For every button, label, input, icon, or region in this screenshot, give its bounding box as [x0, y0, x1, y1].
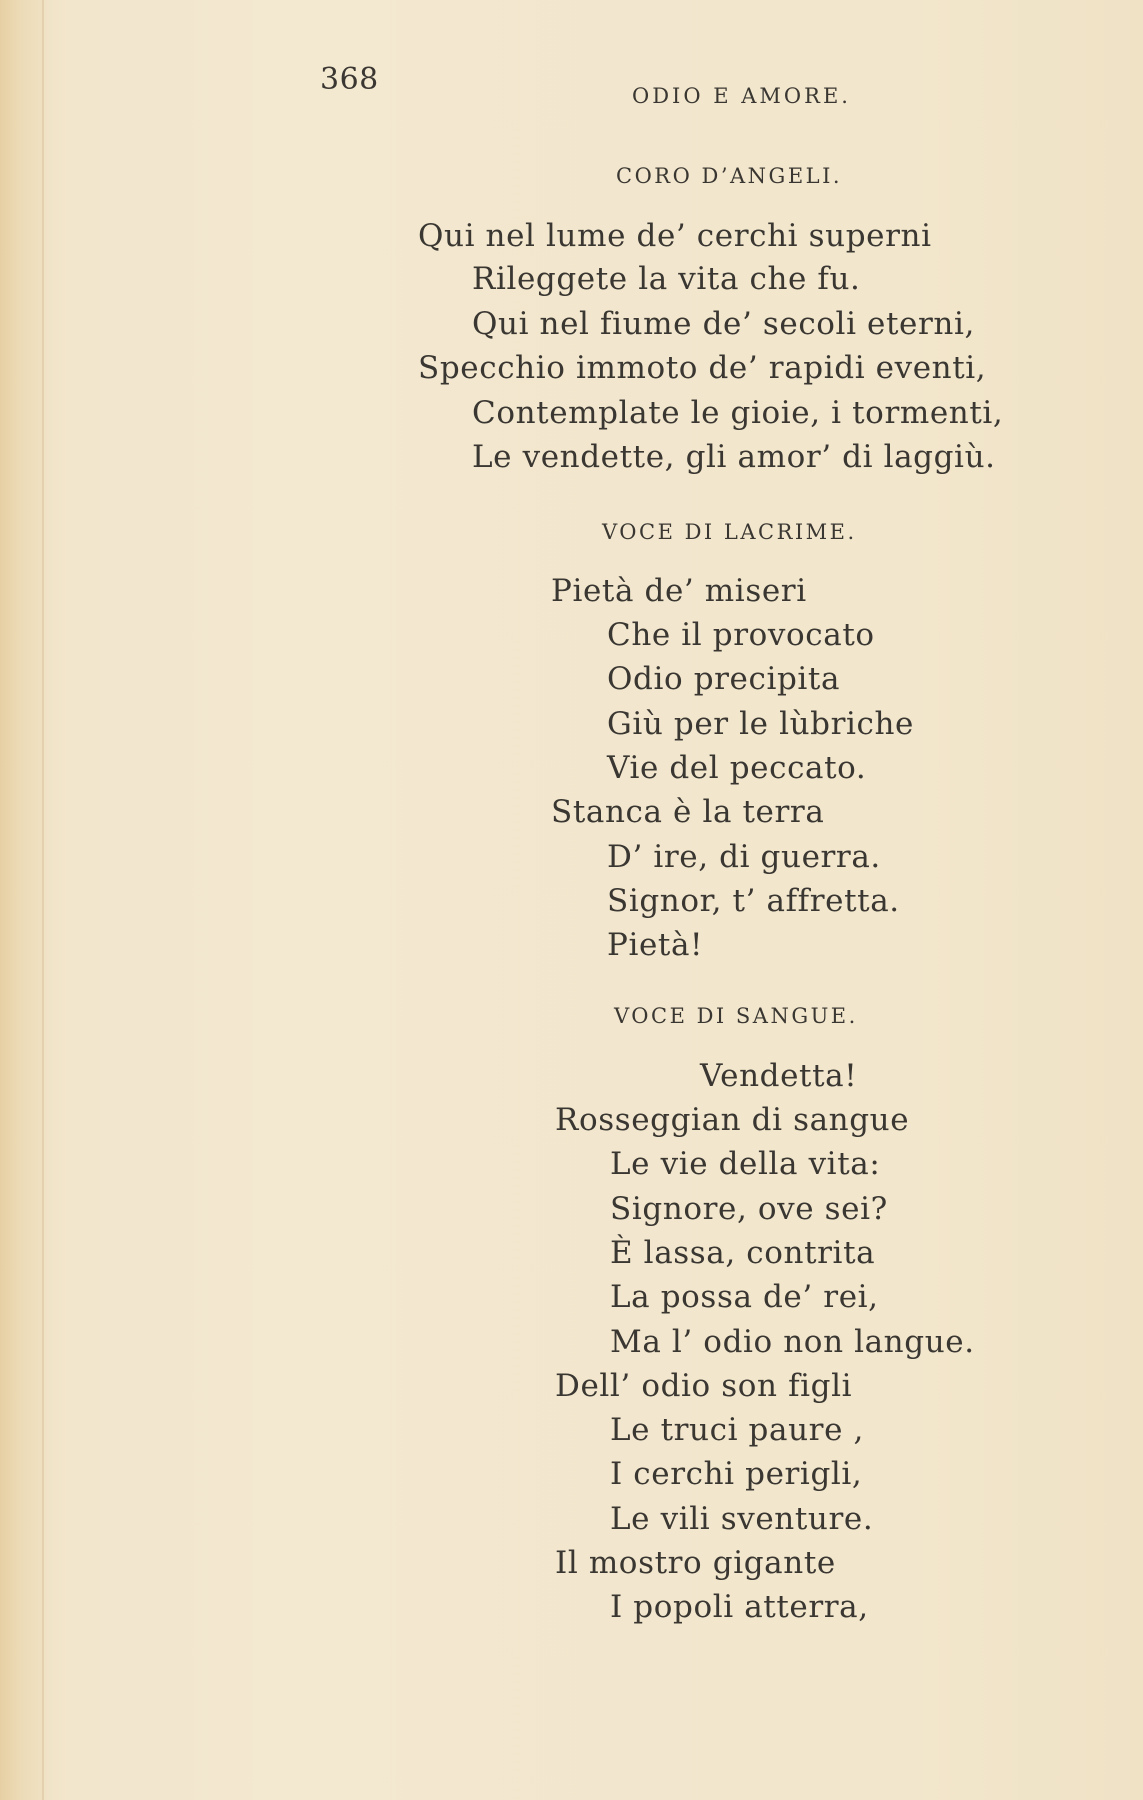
verse-line: Signor, t’ affretta.: [607, 883, 900, 919]
verse-line: Ma l’ odio non langue.: [610, 1324, 975, 1360]
verse-line: La possa de’ rei,: [610, 1279, 879, 1315]
verse-line: Le truci paure ,: [610, 1412, 864, 1448]
verse-line: D’ ire, di guerra.: [607, 839, 881, 875]
verse-line: I popoli atterra,: [610, 1589, 869, 1625]
verse-line: È lassa, contrita: [610, 1235, 876, 1271]
page-number: 368: [320, 62, 379, 97]
speaker-heading: CORO D’ANGELI.: [616, 164, 843, 188]
verse-line: Odio precipita: [607, 661, 841, 697]
verse-line: Che il provocato: [607, 617, 875, 653]
speaker-heading: VOCE DI SANGUE.: [614, 1004, 858, 1028]
verse-line: Il mostro gigante: [555, 1545, 836, 1581]
speaker-heading: VOCE DI LACRIME.: [602, 520, 857, 544]
page-edge-shadow: [0, 0, 48, 1800]
verse-line: Le vili sventure.: [610, 1501, 874, 1537]
verse-line: Vendetta!: [700, 1058, 858, 1094]
verse-line: Rosseggian di sangue: [555, 1102, 910, 1138]
verse-line: Vie del peccato.: [607, 750, 867, 786]
verse-line: I cerchi perigli,: [610, 1456, 863, 1492]
verse-line: Pietà de’ miseri: [551, 573, 807, 609]
verse-line: Pietà!: [607, 927, 704, 963]
verse-line: Stanca è la terra: [551, 794, 825, 830]
verse-line: Dell’ odio son figli: [555, 1368, 853, 1404]
verse-line: Giù per le lùbriche: [607, 706, 915, 742]
page-gutter: [42, 0, 44, 1800]
verse-line: Rileggete la vita che fu.: [472, 261, 861, 297]
verse-line: Contemplate le gioie, i tormenti,: [472, 395, 1004, 431]
verse-line: Le vie della vita:: [610, 1146, 881, 1182]
verse-line: Le vendette, gli amor’ di laggiù.: [472, 439, 996, 475]
verse-line: Qui nel lume de’ cerchi superni: [418, 218, 932, 254]
verse-line: Signore, ove sei?: [610, 1191, 888, 1227]
verse-line: Specchio immoto de’ rapidi eventi,: [418, 350, 987, 386]
running-head: ODIO E AMORE.: [632, 84, 851, 108]
verse-line: Qui nel fiume de’ secoli eterni,: [472, 306, 975, 342]
